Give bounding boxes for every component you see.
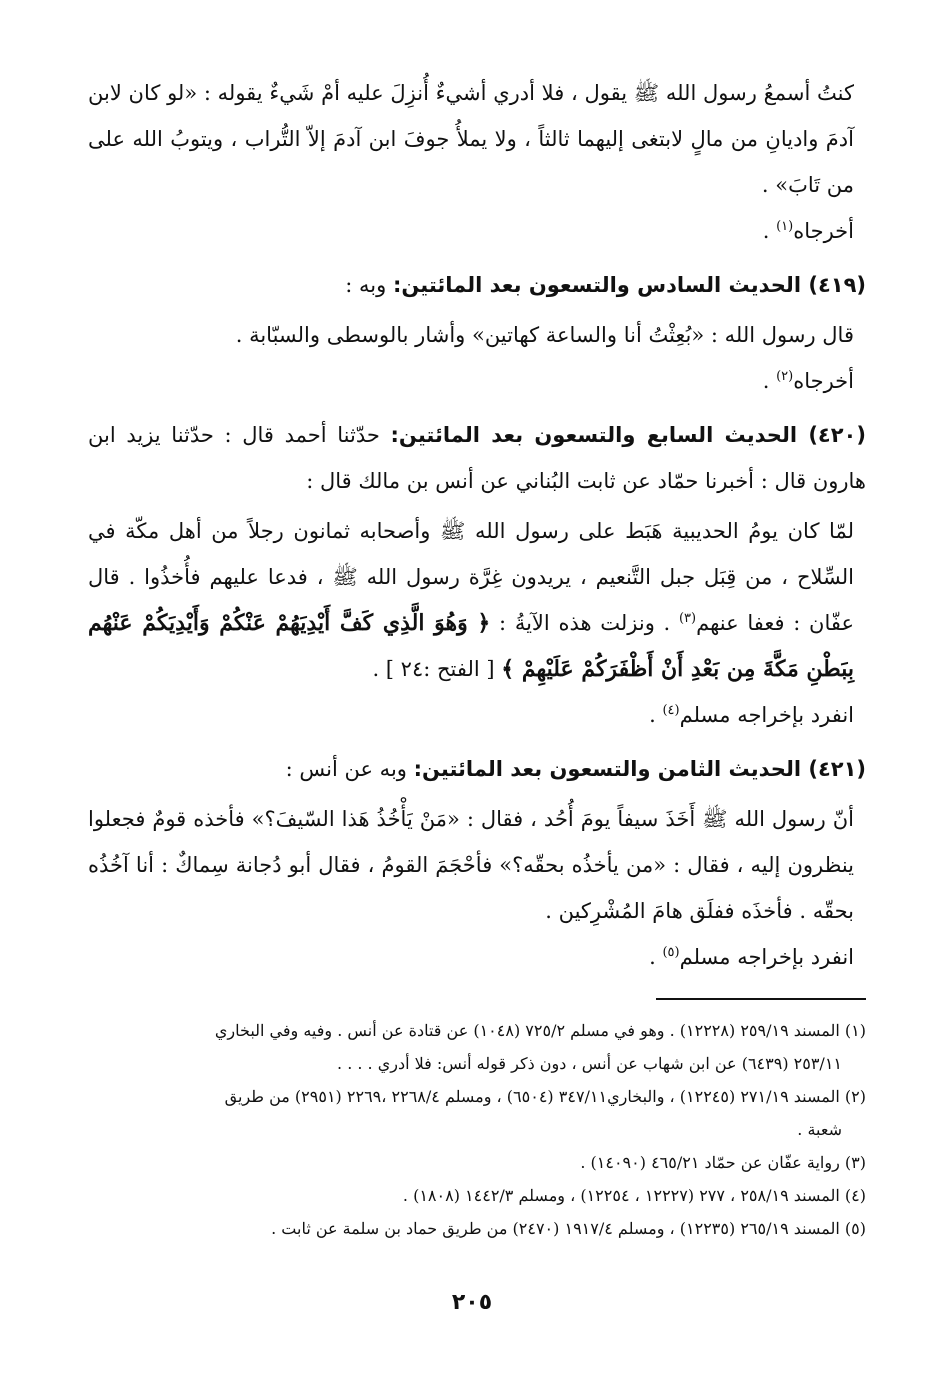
footnote-marker[interactable]: (٢) xyxy=(776,369,794,384)
footnote-2 xyxy=(88,1080,866,1146)
hadith-418-ref xyxy=(88,208,866,254)
footnote-line: (١) المسند ٢٥٩/١٩ (١٢٢٢٨) . وهو في مسلم ٧٢٥/٢ (١٠٤٨) عن قتادة عن أنس . وفيه وفي البخاري xyxy=(214,1021,866,1040)
footnote-line: (٢) المسند ٢٧١/١٩ (١٢٢٤٥) ، والبخاري٣٤٧/١١ (٦٥٠٤) ، ومسلم ٢٢٦٨/٤ ،٢٢٦٩ (٢٩٥١) من طريق xyxy=(224,1087,866,1106)
footnote-4 xyxy=(88,1179,866,1212)
footnote-line-cont: ٢٥٣/١١ (٦٤٣٩) عن ابن شهاب عن أنس ، دون ذكر قوله أنس: فلا أدري . . . . xyxy=(337,1054,842,1073)
footnote-1 xyxy=(88,1014,866,1080)
footnote-divider xyxy=(656,998,866,1000)
hadith-420-body: لمّا كان يومُ الحديبية هَبَط على رسول الله ﷺ وأصحابه ثمانون رجلاً من أهل مكّة في السِّلاح ، من قِبَل جبل التَّنعيم ، يريدون غِرَّة رسول الله ﷺ ، فدعا عليهم فأُخذُوا . قال عفّان : فعفا عنهم xyxy=(88,519,854,635)
hadith-421-chain: وبه عن أنس : xyxy=(285,757,414,781)
hadith-420-chain: حدّثنا أحمد قال : حدّثنا يزيد ابن هارون قال : أخبرنا حمّاد عن ثابت البُناني عن أنس بن مالك قال : xyxy=(88,423,866,493)
hadith-420-heading xyxy=(88,412,866,504)
footnote-5 xyxy=(88,1212,866,1245)
hadith-419-chain: وبه : xyxy=(345,273,393,297)
hadith-420-body-cont: . ونزلت هذه الآيةُ : xyxy=(490,611,679,635)
hadith-418-body: كنتُ أسمعُ رسول الله ﷺ يقول ، فلا أدري أشيءٌ أُنزِلَ عليه أمْ شَيءٌ يقوله : «لو كان لابن آدمَ واديانِ من مالٍ لابتغى إليهما ثالثاً ، ولا يملأُ جوفَ ابن آدمَ إلاّ التُّراب ، ويتوبُ الله على من تَابَ» . xyxy=(88,81,855,197)
footnote-line-cont: شعبة . xyxy=(797,1120,842,1139)
ref-end: . xyxy=(762,219,777,243)
hadith-421-heading xyxy=(88,746,866,792)
ref-end: . xyxy=(762,369,777,393)
page-number: ٢٠٥ xyxy=(451,1290,493,1315)
hadith-419-heading xyxy=(88,262,866,308)
quran-reference: [ الفتح :٢٤ ] . xyxy=(372,657,502,681)
hadith-421-title: (٤٢١) الحديث الثامن والتسعون بعد المائتين: xyxy=(413,757,866,781)
hadith-420-ref xyxy=(88,692,866,738)
hadith-419-ref xyxy=(88,358,866,404)
footnote-marker[interactable]: (٥) xyxy=(662,945,680,960)
hadith-421-ref xyxy=(88,934,866,980)
ref-label: انفرد بإخراجه مسلم xyxy=(679,945,854,969)
ref-label: أخرجاه xyxy=(793,369,854,393)
footnote-line: (٥) المسند ٢٦٥/١٩ (١٢٢٣٥) ، ومسلم ١٩١٧/٤ (٢٤٧٠) من طريق حماد بن سلمة عن ثابت . xyxy=(271,1219,866,1238)
hadith-420-text xyxy=(88,508,866,692)
ref-end: . xyxy=(649,945,663,969)
footnote-marker[interactable]: (٤) xyxy=(662,703,680,718)
footnote-line: (٣) رواية عفّان عن حمّاد ٤٦٥/٢١ (١٤٠٩٠) . xyxy=(580,1153,866,1172)
ref-label: أخرجاه xyxy=(793,219,854,243)
ref-label: انفرد بإخراجه مسلم xyxy=(679,703,854,727)
footnote-marker[interactable]: (١) xyxy=(776,219,794,234)
hadith-420-title: (٤٢٠) الحديث السابع والتسعون بعد المائتين: xyxy=(390,423,866,447)
footnote-marker[interactable]: (٣) xyxy=(678,611,697,626)
quran-verse: ﴿ وَهُوَ الَّذِي كَفَّ أَيْدِيَهُمْ عَنْكُمْ وَأَيْدِيَكُمْ عَنْهُم بِبَطْنِ مَكَّةَ مِن بَعْدِ أَنْ أَظْفَرَكُمْ عَلَيْهِمْ ﴾ xyxy=(88,610,854,682)
footnote-line: (٤) المسند ٢٥٨/١٩ ، ٢٧٧ (١٢٢٢٧ ، ١٢٢٥٤) ، ومسلم ١٤٤٢/٣ (١٨٠٨) . xyxy=(402,1186,866,1205)
ref-end: . xyxy=(649,703,663,727)
hadith-421-body: أنّ رسول الله ﷺ أَخَذَ سيفاً يومَ أُحُد ، فقال : «مَنْ يَأْخُذُ هَذا السّيفَ؟» فأخذه قومٌ فجعلوا ينظرون إليه ، فقال : «من يأخذُه بحقّه؟» فأحْجَمَ القومُ ، فقال أبو دُجانة سِماكٌ : أنا آخُذُه بحقّه . فأخذَه ففلَق هامَ المُشْرِكين . xyxy=(88,807,854,923)
hadith-421-text xyxy=(88,796,866,934)
page-body xyxy=(88,70,866,1245)
footnote-3 xyxy=(88,1146,866,1179)
hadith-419-body: قال رسول الله : «بُعِثْتُ أنا والساعة كهاتين» وأشار بالوسطى والسبّابة . xyxy=(235,323,854,347)
hadith-419-text xyxy=(88,312,866,358)
hadith-418-text xyxy=(88,70,866,208)
hadith-419-title: (٤١٩) الحديث السادس والتسعون بعد المائتين: xyxy=(392,273,866,297)
footnotes xyxy=(88,1014,866,1245)
